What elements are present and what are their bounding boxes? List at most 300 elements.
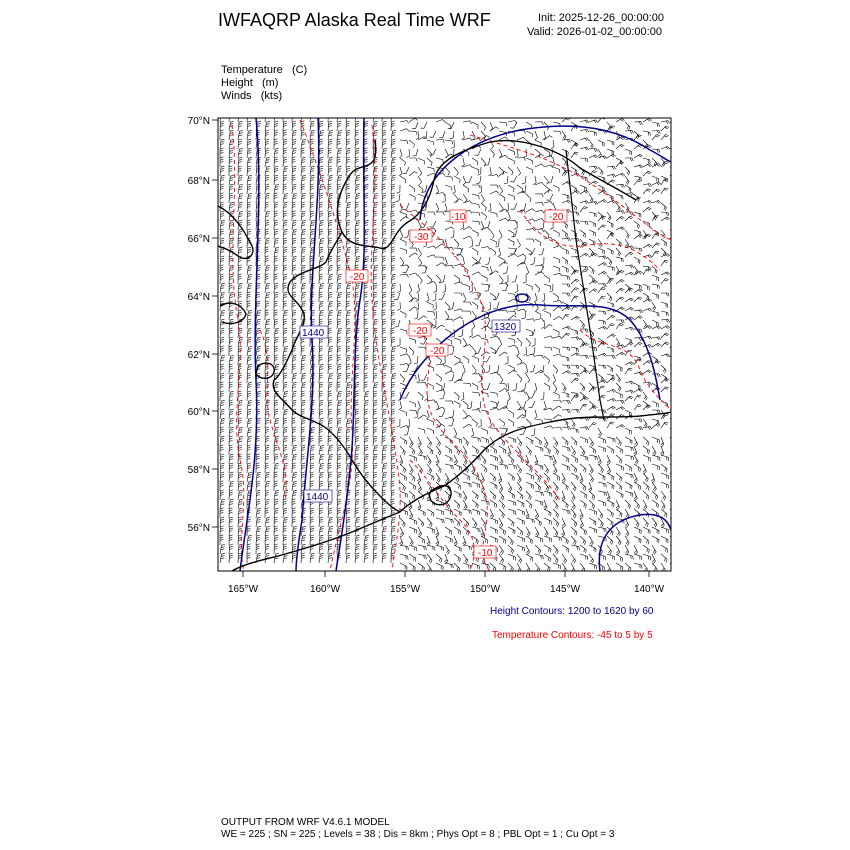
- wind-barb: [589, 356, 597, 359]
- wind-barb: [427, 437, 432, 446]
- wind-barb: [400, 354, 409, 357]
- wind-barb: [562, 356, 569, 362]
- wind-barb: [247, 292, 250, 302]
- wind-barb: [229, 535, 233, 545]
- wind-barb: [517, 518, 524, 525]
- wind-barb: [391, 364, 395, 374]
- wind-barb: [382, 167, 387, 177]
- wind-barb: [229, 481, 234, 491]
- wind-barb: [409, 338, 416, 344]
- wind-barb: [535, 302, 538, 311]
- wind-barb: [445, 140, 453, 144]
- wind-barb: [544, 165, 553, 168]
- wind-barb: [517, 455, 524, 463]
- wind-barb: [472, 138, 481, 141]
- wind-barb: [643, 131, 651, 136]
- wind-barb: [418, 464, 423, 473]
- wind-barb: [589, 563, 597, 569]
- wind-barb: [526, 500, 532, 509]
- wind-barb: [409, 509, 413, 519]
- wind-barb: [472, 527, 480, 533]
- wind-barb: [427, 140, 434, 146]
- wind-barb: [607, 509, 614, 517]
- wind-barb: [427, 311, 435, 316]
- wind-barb: [661, 239, 667, 246]
- wind-barb: [553, 473, 560, 481]
- wind-barb: [643, 437, 649, 446]
- wind-barb: [562, 473, 565, 483]
- wind-barb: [481, 455, 486, 464]
- wind-barb: [391, 220, 395, 230]
- wind-barb: [454, 317, 463, 320]
- wind-barb: [490, 464, 498, 470]
- wind-barb: [391, 472, 395, 482]
- wind-barb: [292, 202, 296, 212]
- wind-barb: [409, 473, 415, 482]
- wind-barb: [598, 296, 605, 302]
- wind-barb: [499, 218, 508, 221]
- wind-barb: [499, 500, 505, 509]
- wind-barb: [292, 481, 297, 491]
- wind-barb: [589, 140, 593, 149]
- wind-barb: [643, 370, 652, 374]
- wind-barb: [542, 320, 545, 329]
- wind-barb: [571, 248, 578, 254]
- wind-barb: [319, 301, 324, 311]
- wind-barb: [562, 518, 566, 528]
- wind-barb: [562, 347, 570, 351]
- wind-barb: [364, 148, 368, 158]
- wind-barb: [652, 554, 656, 564]
- wind-barb: [478, 419, 481, 427]
- wind-barb: [265, 184, 269, 194]
- wind-barb: [625, 216, 633, 221]
- wind-barb: [400, 347, 407, 353]
- wind-barb: [526, 482, 533, 489]
- wind-barb: [382, 400, 386, 410]
- wind-barb: [391, 463, 395, 473]
- wind-barb: [607, 389, 616, 392]
- wind-barb: [481, 247, 490, 250]
- wind-barb: [328, 463, 331, 473]
- wind-barb: [364, 139, 367, 149]
- wind-barb: [580, 536, 586, 545]
- wind-barb: [328, 454, 333, 464]
- wind-barb: [598, 156, 607, 159]
- wind-barb: [301, 283, 306, 293]
- wind-barb: [499, 230, 502, 239]
- wind-barb: [265, 274, 269, 284]
- wind-barb: [400, 455, 403, 465]
- wind-barb: [346, 508, 350, 518]
- wind-barb: [229, 256, 233, 266]
- wind-barb: [274, 274, 277, 284]
- wind-barb: [589, 221, 596, 227]
- wind-barb: [346, 355, 350, 365]
- wind-barb: [229, 166, 232, 176]
- wind-barb: [661, 311, 668, 316]
- wind-barb: [535, 229, 544, 232]
- wind-barb: [541, 257, 545, 265]
- wind-barb: [283, 220, 287, 230]
- wind-barb: [283, 166, 288, 176]
- wind-barb: [553, 336, 562, 339]
- wind-barb: [256, 517, 261, 527]
- wind-barb: [229, 553, 233, 563]
- wind-barb: [229, 436, 233, 446]
- wind-barb: [544, 563, 550, 571]
- wind-barb: [580, 392, 585, 400]
- wind-barb: [508, 293, 515, 298]
- wind-barb: [400, 554, 408, 560]
- wind-barb: [319, 121, 323, 131]
- wind-barb: [526, 518, 534, 523]
- wind-barb: [319, 346, 323, 356]
- wind-barb: [517, 254, 526, 257]
- wind-barb: [436, 473, 440, 483]
- wind-barb: [571, 221, 579, 224]
- wind-barb: [450, 131, 454, 139]
- wind-barb: [427, 545, 435, 551]
- wind-barb: [598, 527, 606, 532]
- wind-barb: [481, 464, 487, 473]
- wind-barb: [292, 517, 296, 527]
- wind-barb: [283, 121, 287, 131]
- wind-barb: [553, 131, 561, 135]
- wind-barb: [553, 406, 562, 410]
- wind-barb: [463, 227, 472, 230]
- wind-barb: [301, 148, 304, 158]
- wind-barb: [274, 238, 279, 248]
- wind-barb: [337, 256, 340, 266]
- wind-barb: [535, 473, 541, 482]
- wind-barb: [417, 374, 420, 383]
- wind-barb: [274, 337, 278, 347]
- wind-barb: [580, 437, 588, 443]
- wind-barb: [481, 338, 488, 343]
- wind-barb: [382, 229, 386, 239]
- wind-barb: [598, 117, 606, 122]
- wind-barb: [328, 220, 332, 230]
- wind-barb: [283, 373, 287, 383]
- wind-barb: [562, 307, 571, 311]
- wind-barb: [256, 454, 260, 464]
- wind-barb: [373, 383, 378, 393]
- wind-barb: [470, 239, 473, 248]
- wind-barb: [607, 473, 614, 480]
- wind-barb: [364, 463, 368, 473]
- wind-barb: [634, 464, 641, 472]
- wind-barb: [643, 446, 650, 454]
- wind-barb: [449, 374, 454, 381]
- wind-barb: [580, 473, 583, 483]
- wind-barb: [220, 346, 224, 356]
- wind-barb: [530, 347, 535, 355]
- wind-barb: [544, 383, 550, 390]
- wind-barb: [238, 247, 242, 257]
- wind-barb: [607, 257, 612, 265]
- wind-barb: [247, 373, 251, 383]
- wind-barb: [301, 535, 306, 545]
- wind-barb: [445, 417, 454, 420]
- wind-barb: [355, 490, 359, 500]
- wind-barb: [409, 194, 415, 201]
- wind-barb: [373, 247, 378, 257]
- wind-barb: [301, 364, 305, 374]
- wind-barb: [265, 229, 269, 239]
- wind-barb: [346, 373, 350, 383]
- wind-barb: [409, 482, 416, 490]
- wind-barb: [463, 500, 467, 510]
- wind-barb: [265, 166, 270, 176]
- wind-barb: [391, 418, 395, 428]
- wind-barb: [643, 244, 652, 248]
- wind-barb: [283, 265, 287, 275]
- wind-barb: [643, 326, 652, 329]
- wind-barb: [328, 346, 333, 356]
- wind-barb: [301, 454, 305, 464]
- wind-barb: [319, 148, 323, 158]
- wind-barb: [454, 401, 460, 408]
- wind-barb: [589, 491, 595, 500]
- wind-barb: [625, 298, 634, 302]
- wind-barb: [292, 490, 297, 500]
- wind-barb: [418, 518, 424, 527]
- wind-barb: [607, 491, 610, 501]
- wind-barb: [238, 121, 243, 131]
- wind-barb: [265, 328, 270, 338]
- wind-barb: [472, 122, 478, 129]
- wind-barb: [463, 437, 469, 446]
- wind-barb: [400, 248, 407, 254]
- wind-barb: [373, 337, 378, 347]
- wind-barb: [499, 149, 502, 158]
- wind-barb: [508, 518, 514, 526]
- wind-barb: [517, 482, 522, 491]
- wind-barb: [256, 472, 261, 482]
- wind-barb: [427, 428, 434, 434]
- wind-barb: [625, 554, 633, 559]
- wind-barb: [634, 165, 643, 168]
- wind-barb: [544, 275, 550, 282]
- wind-barb: [364, 391, 369, 401]
- wind-barb: [445, 185, 452, 191]
- wind-barb: [553, 307, 562, 311]
- wind-barb: [247, 148, 251, 158]
- wind-barb: [508, 299, 517, 302]
- wind-barb: [517, 167, 521, 176]
- wind-barb: [391, 445, 394, 455]
- wind-barb: [427, 536, 430, 546]
- wind-barb: [553, 545, 558, 554]
- wind-barb: [355, 148, 359, 158]
- wind-barb: [607, 399, 616, 402]
- wind-barb: [220, 184, 224, 194]
- lat-label: 64°N: [187, 292, 210, 303]
- wind-barb: [508, 527, 515, 534]
- wind-barb: [409, 446, 415, 455]
- wind-barb: [274, 328, 279, 338]
- wind-barb: [355, 166, 359, 176]
- wind-barb: [265, 193, 270, 203]
- wind-barb: [652, 337, 661, 340]
- wind-barb: [535, 203, 543, 206]
- wind-barb: [229, 356, 234, 366]
- wind-barb: [454, 379, 463, 383]
- wind-barb: [634, 404, 642, 410]
- wind-barb: [508, 220, 517, 223]
- wind-barb: [463, 527, 469, 536]
- wind-barb: [310, 121, 315, 131]
- wind-barb: [310, 436, 314, 446]
- wind-barb: [534, 293, 537, 302]
- wind-barb: [463, 121, 472, 124]
- wind-barb: [580, 383, 585, 391]
- wind-barb: [562, 392, 569, 398]
- wind-barb: [634, 212, 641, 217]
- wind-barb: [562, 536, 568, 544]
- wind-barb: [661, 333, 669, 338]
- wind-barb: [256, 526, 261, 536]
- wind-barb: [616, 527, 620, 537]
- wind-barb: [454, 167, 458, 176]
- wind-barb: [301, 436, 305, 446]
- wind-barb: [373, 166, 378, 176]
- init-time: Init: 2025-12-26_00:00:00: [538, 12, 664, 24]
- wind-barb: [220, 526, 224, 536]
- wind-barb: [247, 130, 252, 140]
- wind-barb: [247, 202, 251, 212]
- wind-barb: [274, 265, 278, 275]
- wind-barb: [508, 464, 517, 469]
- wind-barb: [346, 391, 350, 401]
- lon-label: 160°W: [309, 584, 341, 595]
- wind-barb: [598, 464, 604, 473]
- wind-barb: [355, 373, 359, 383]
- wind-barb: [634, 248, 642, 252]
- wind-barb: [418, 437, 421, 447]
- wind-barb: [265, 301, 269, 311]
- wind-barb: [589, 406, 598, 410]
- wind-barb: [328, 328, 332, 338]
- wind-barb: [382, 337, 386, 347]
- wind-barb: [535, 164, 544, 167]
- wind-barb: [508, 392, 511, 401]
- wind-barb: [607, 482, 614, 489]
- wind-barb: [319, 472, 324, 482]
- wind-barb: [398, 284, 401, 293]
- wind-barb: [526, 491, 531, 500]
- wind-barb: [409, 518, 416, 525]
- wind-barb: [544, 336, 553, 339]
- wind-barb: [643, 464, 646, 474]
- wind-barb: [373, 427, 377, 437]
- wind-barb: [490, 527, 497, 534]
- wind-barb: [355, 427, 358, 437]
- wind-barb: [652, 182, 661, 185]
- wind-barb: [319, 481, 323, 491]
- wind-barb: [499, 473, 502, 483]
- wind-barb: [562, 482, 568, 490]
- wind-barb: [476, 176, 481, 184]
- wind-barb: [661, 378, 669, 383]
- wind-barb: [661, 272, 670, 275]
- wind-barb: [490, 191, 499, 194]
- wind-barb: [382, 283, 386, 293]
- wind-barb: [652, 491, 658, 500]
- wind-barb: [526, 374, 530, 383]
- wind-barb: [355, 229, 359, 239]
- wind-barb: [523, 347, 526, 356]
- wind-barb: [346, 292, 350, 302]
- wind-barb: [400, 536, 403, 546]
- wind-barb: [589, 554, 594, 563]
- wind-barb: [544, 347, 552, 351]
- wind-barb: [391, 157, 396, 167]
- wind-barb: [490, 149, 495, 157]
- wind-barb: [400, 203, 403, 212]
- wind-barb: [499, 383, 507, 388]
- wind-barb: [439, 131, 445, 138]
- wind-barb: [625, 482, 632, 489]
- wind-barb: [427, 255, 436, 258]
- wind-barb: [436, 527, 439, 537]
- wind-barb: [562, 437, 568, 445]
- wind-barb: [580, 509, 583, 519]
- wind-barb: [571, 337, 580, 340]
- wind-barb: [256, 463, 259, 473]
- wind-barb: [409, 158, 417, 161]
- wind-barb: [661, 293, 669, 296]
- wind-barb: [475, 347, 481, 353]
- wind-barb: [652, 302, 656, 311]
- wind-barb: [607, 149, 614, 155]
- wind-barb: [589, 181, 598, 185]
- wind-barb: [364, 454, 368, 464]
- wind-barb: [634, 527, 641, 534]
- wind-barb: [220, 283, 225, 293]
- wind-barb: [634, 455, 638, 465]
- wind-barb: [661, 437, 664, 447]
- wind-barb: [400, 545, 408, 550]
- wind-barb: [526, 509, 529, 519]
- wind-barb: [607, 275, 611, 284]
- wind-barb: [373, 346, 377, 356]
- wind-barb: [319, 391, 323, 401]
- wind-barb: [544, 190, 552, 194]
- wind-barb: [274, 166, 278, 176]
- wind-barb: [310, 166, 315, 176]
- wind-barb: [301, 472, 305, 482]
- wind-barb: [481, 212, 487, 220]
- wind-barb: [543, 401, 546, 410]
- wind-barb: [319, 373, 323, 383]
- wind-barb: [490, 500, 497, 508]
- wind-barb: [661, 260, 668, 266]
- wind-barb: [643, 509, 649, 518]
- wind-barb: [310, 148, 314, 158]
- wind-barb: [553, 536, 562, 541]
- wind-barb: [616, 257, 623, 262]
- wind-barb: [651, 473, 654, 483]
- wind-barb: [544, 500, 547, 510]
- wind-barb: [562, 230, 568, 238]
- wind-barb: [364, 337, 368, 347]
- wind-barb: [310, 526, 314, 536]
- wind-barb: [553, 446, 559, 455]
- wind-barb: [580, 518, 584, 528]
- wind-barb: [301, 274, 305, 284]
